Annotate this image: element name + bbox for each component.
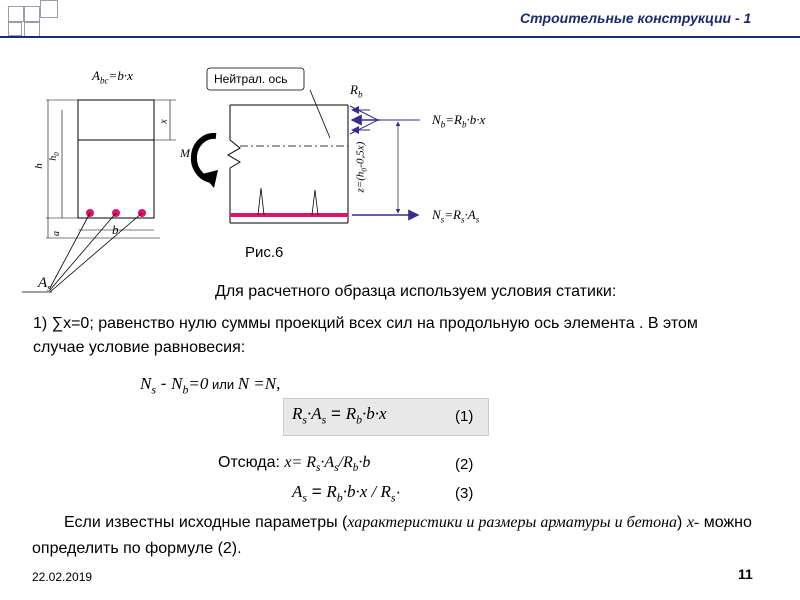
page-number: 11	[738, 566, 753, 582]
decor-square	[24, 6, 40, 22]
as-label: $A_s$	[38, 275, 52, 294]
neutral-axis-label: Нейтрал. ось	[214, 72, 288, 86]
decor-square	[40, 0, 58, 18]
equation-3-number: (3)	[455, 485, 474, 502]
figure-caption: Рис.6	[245, 244, 284, 261]
equation-3: $A_s = R_b\cdot b\cdot x / R_s\cdot$	[292, 482, 402, 505]
condition-1-text: 1) ∑x=0; равенство нулю суммы проекций всех сил на продольную ось элемента . В этом случае условие равновесия:	[33, 315, 698, 356]
header-rule	[0, 36, 800, 38]
m-label: M	[180, 146, 190, 160]
equation-1-number: (1)	[455, 408, 474, 425]
nb-label: $N_b=R_b\cdot b\cdot x$	[432, 112, 486, 130]
rb-label: $R_b$	[350, 82, 363, 100]
a-label: a	[51, 231, 62, 236]
h-label: h	[32, 163, 45, 169]
x-label: x	[158, 119, 170, 124]
b-label: b	[112, 222, 119, 237]
slide-title: Строительные конструкции - 1	[520, 10, 752, 26]
ns-label: $N_s=R_s\cdot A_s$	[432, 207, 480, 225]
equation-2-number: (2)	[455, 456, 474, 473]
equation-0: $N_s - N_b=0$ или N =N,	[140, 374, 281, 397]
z-label: $z=(h_0-0,5x)$	[354, 141, 369, 193]
footer-date: 22.02.2019	[32, 570, 93, 584]
statics-intro: Для расчетного образца используем условия статики:	[215, 283, 617, 300]
abc-label: $A_{bc}=b\cdot x$	[92, 68, 133, 86]
decor-square	[8, 22, 22, 36]
equation-2: Отсюда: $x= R_s\cdot A_s/R_b\cdot b$	[218, 454, 371, 475]
decor-square	[8, 6, 24, 22]
cross-section	[78, 100, 154, 218]
h0-label: $h_0$	[47, 152, 61, 161]
conclusion-text: Если известны исходные параметры (характеристики и размеры арматуры и бетона) x- можно определить по формуле (2).	[32, 514, 752, 557]
equation-1: $R_s\cdot A_s = R_b\cdot b\cdot x$	[292, 404, 387, 427]
